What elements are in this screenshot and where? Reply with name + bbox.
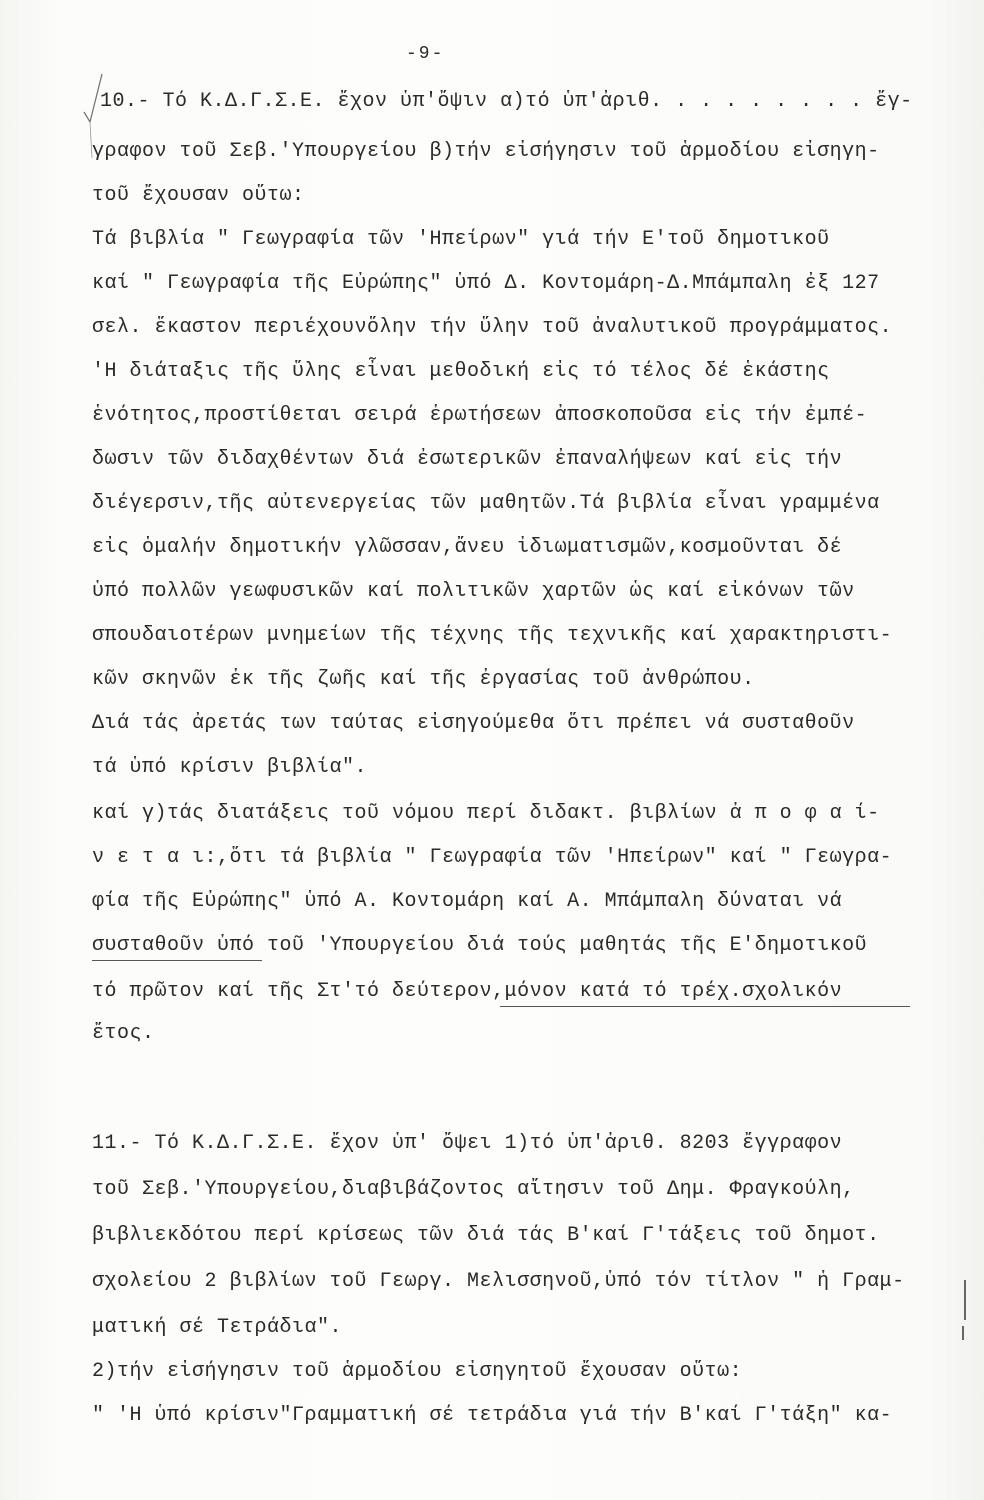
item10-line-14: κῶν σκηνῶν ἐκ τῆς ζωῆς καί τῆς ἐργασίας τοῦ ἀνθρώπου. (92, 668, 755, 691)
item10-line-6: σελ. ἕκαστον περιέχουνὅλην τήν ὕλην τοῦ ἀναλυτικοῦ προγράμματος. (92, 316, 893, 339)
item11-line-3: βιβλιεκδότου περί κρίσεως τῶν διά τάς Β'καί Γ'τάξεις τοῦ δημοτ. (92, 1224, 880, 1247)
page-number: -9- (406, 44, 445, 64)
item10-line-21: τό πρῶτον καί τῆς Στ'τό δεύτερον,μόνον κατά τό τρέχ.σχολικόν (92, 980, 843, 1003)
page-edge-mark (964, 1280, 966, 1320)
item10-line-4: Τά βιβλία " Γεωγραφία τῶν 'Ηπείρων" γιά τήν Ε'τοῦ δημοτικοῦ (92, 228, 830, 251)
item10-line-11: εἰς ὁμαλήν δημοτικήν γλῶσσαν,ἄνευ ἰδιωματισμῶν,κοσμοῦνται δέ (92, 536, 843, 559)
item10-line-3: τοῦ ἔχουσαν οὕτω: (92, 184, 305, 207)
item11-line-2: τοῦ Σεβ.'Υπουργείου,διαβιβάζοντος αἴτησιν τοῦ Δημ. Φραγκούλη, (92, 1178, 855, 1201)
item10-line-16: τά ὑπό κρίσιν βιβλία". (92, 756, 368, 779)
item11-line-1: 11.- Τό Κ.Δ.Γ.Σ.Ε. ἔχον ὑπ' ὄψει 1)τό ὑπ'ἀριθ. 8203 ἔγγραφον (92, 1132, 843, 1155)
item10-line-2: γραφον τοῦ Σεβ.'Υπουργείου β)τήν εἰσήγησιν τοῦ ἁρμοδίου εἰσηγη- (92, 140, 880, 163)
item10-line-7: 'Η διάταξις τῆς ὕλης εἶναι μεθοδική εἰς τό τέλος δέ ἑκάστης (92, 360, 830, 383)
item10-line-5: καί " Γεωγραφία τῆς Εὐρώπης" ὑπό Δ. Κοντομάρη-Δ.Μπάμπαλη ἐξ 127 (92, 272, 880, 295)
item11-line-7: " 'Η ὑπό κρίσιν"Γραμματική σέ τετράδια γιά τήν Β'καί Γ'τάξη" κα- (92, 1404, 893, 1427)
pen-underline (500, 1006, 910, 1007)
item10-line-8: ἑνότητος,προστίθεται σειρά ἐρωτήσεων ἀποσκοποῦσα εἰς τήν ἐμπέ- (92, 404, 868, 427)
item11-line-5: ματική σέ Τετράδια". (92, 1316, 343, 1339)
item10-line-9: δωσιν τῶν διδαχθέντων διά ἐσωτερικῶν ἐπαναλήψεων καί εἰς τήν (92, 448, 843, 471)
item10-line-1: 10.- Τό Κ.Δ.Γ.Σ.Ε. ἔχον ὑπ'ὄψιν α)τό ὑπ'ἀριθ. . . . . . . . . ἔγ- (100, 90, 913, 113)
page-edge-mark (962, 1326, 964, 1340)
item10-line-19: φία τῆς Εὐρώπης" ὑπό Α. Κοντομάρη καί Α. Μπάμπαλη δύναται νά (92, 890, 843, 913)
pen-underline (92, 960, 262, 961)
item10-line-12: ὑπό πολλῶν γεωφυσικῶν καί πολιτικῶν χαρτῶν ὡς καί εἰκόνων τῶν (92, 580, 855, 603)
item11-line-6: 2)τήν εἰσήγησιν τοῦ ἁρμοδίου εἰσηγητοῦ ἔχουσαν οὕτω: (92, 1360, 743, 1383)
item10-line-10: διέγερσιν,τῆς αὐτενεργείας τῶν μαθητῶν.Τά βιβλία εἶναι γραμμένα (92, 492, 880, 515)
item10-line-20: συσταθοῦν ὑπό τοῦ 'Υπουργείου διά τούς μαθητάς τῆς Ε'δημοτικοῦ (92, 934, 868, 957)
item10-line-18: ν ε τ α ι:,ὅτι τά βιβλία " Γεωγραφία τῶν 'Ηπείρων" καί " Γεωγρα- (92, 846, 893, 869)
item10-line-13: σπουδαιοτέρων μνημείων τῆς τέχνης τῆς τεχνικῆς καί χαρακτηριστι- (92, 624, 893, 647)
item10-line-15: Διά τάς ἀρετάς των ταύτας εἰσηγούμεθα ὅτι πρέπει νά συσταθοῦν (92, 712, 855, 735)
item10-line-22: ἔτος. (92, 1022, 155, 1045)
item11-line-4: σχολείου 2 βιβλίων τοῦ Γεωργ. Μελισσηνοῦ,ὑπό τόν τίτλον " ἡ Γραμ- (92, 1270, 905, 1293)
item10-line-17: καί γ)τάς διατάξεις τοῦ νόμου περί διδακτ. βιβλίων ἀ π ο φ α ί- (92, 802, 880, 825)
